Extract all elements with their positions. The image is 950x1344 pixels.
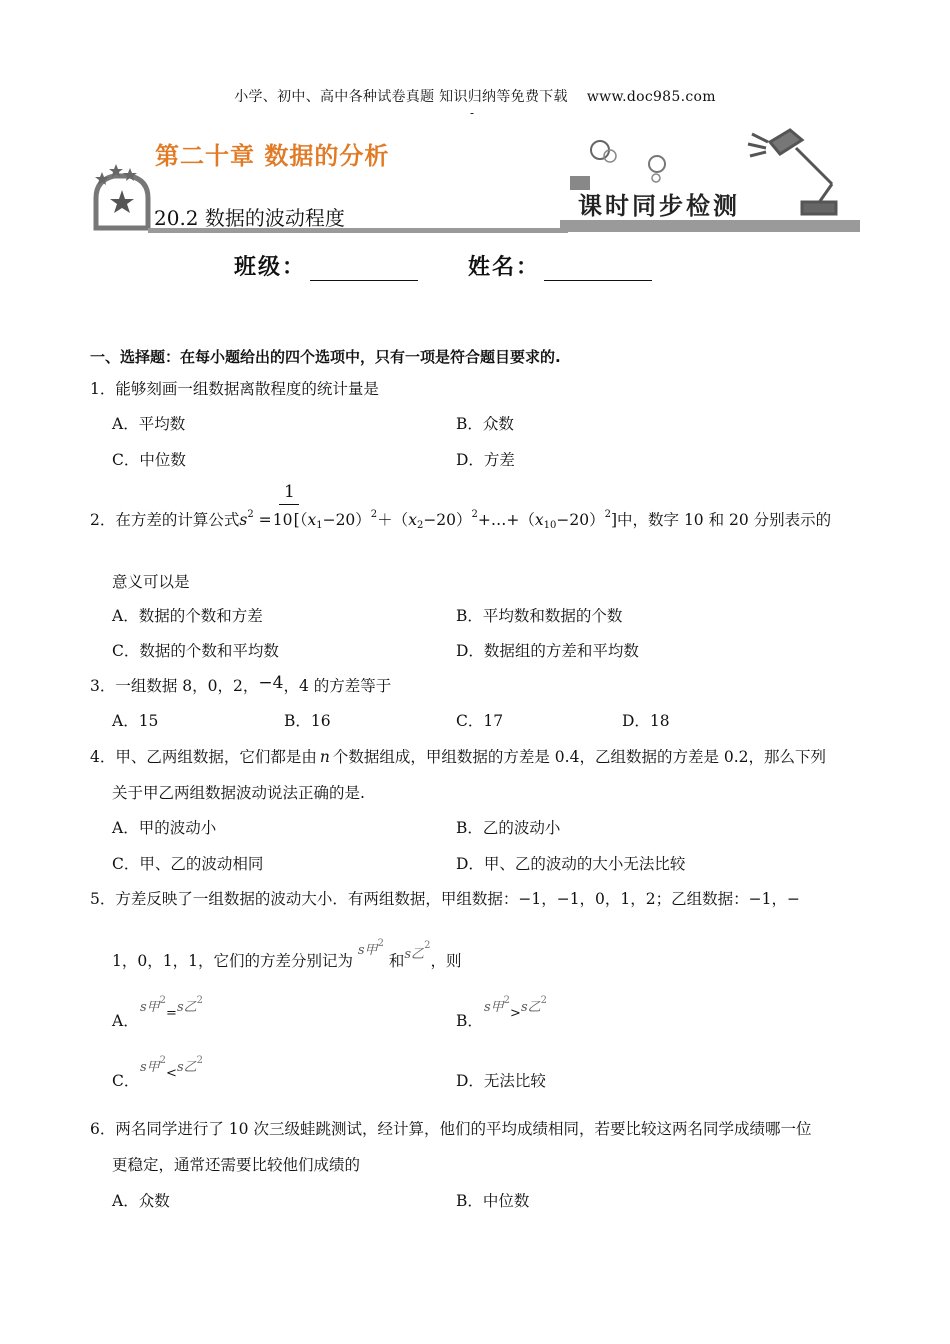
q1-option-d: D．方差	[456, 451, 515, 469]
q5-option-b-expr	[484, 995, 547, 1021]
q2-option-d: D．数据组的方差和平均数	[456, 642, 639, 660]
q3-option-d: D．18	[622, 712, 670, 730]
q5-option-b-label: B．	[456, 1012, 483, 1030]
name-blank[interactable]	[544, 260, 652, 281]
q5-s-jia: s甲	[357, 943, 378, 958]
q5c-sup2: 2	[196, 1055, 203, 1066]
q1-stem: 1．能够刻画一组数据离散程度的统计量是	[90, 380, 379, 398]
q6-option-b: B．中位数	[456, 1192, 530, 1210]
q3-stem	[90, 675, 391, 697]
name-field[interactable]	[468, 250, 652, 281]
q5-line2a: 1，0，1，1，它们的方差分别记为	[112, 952, 353, 970]
q2-sup: 2	[247, 509, 254, 520]
class-field[interactable]	[234, 250, 418, 281]
star-logo-icon	[95, 164, 148, 228]
site-header: 小学、初中、高中各种试卷真题 知识归纳等免费下载 www.doc985.com	[234, 89, 716, 105]
header-dash: -	[470, 106, 475, 120]
q2-stem: 2．在方差的计算公式$s^2$ $=10[(x1-20)^2+(x2-20)^2+\dots+(x10-20)^2]$中，数字 10 和 20 分别表示的	[90, 509, 832, 531]
q6-line2: 更稳定，通常还需要比较他们成绩的	[112, 1156, 361, 1174]
q5-option-a-label: A．	[112, 1012, 139, 1030]
q3-option-c: C．17	[456, 712, 504, 730]
q2-fraction-numerator: 1	[284, 482, 295, 502]
q5-option-c-expr	[140, 1055, 203, 1081]
q2-option-a: A．数据的个数和方差	[112, 607, 263, 625]
q2-denominator: 10	[272, 511, 293, 529]
q5-sup-jia: 2	[377, 938, 384, 949]
q5-line2b: 和	[388, 952, 405, 970]
q5b-s-yi: s乙	[520, 1000, 541, 1015]
chapter-title: 第二十章 数据的分析	[155, 142, 390, 170]
q4-option-a: A．甲的波动小	[112, 819, 217, 837]
banner-title: 课时同步检测	[578, 191, 740, 220]
q5-line2	[112, 938, 462, 975]
q2-option-b: B．平均数和数据的个数	[456, 607, 623, 625]
q6-line1: 6．两名同学进行了 10 次三级蛙跳测试，经计算，他们的平均成绩相同，若要比较这两名同学成绩哪一位	[90, 1120, 812, 1138]
class-label: 班级：	[234, 254, 307, 280]
q4-option-d: D．甲、乙的波动的大小无法比较	[456, 855, 686, 873]
q4-line1	[90, 746, 826, 768]
q4-line1a: 4．甲、乙两组数据，它们都是由	[90, 748, 317, 766]
q2-option-c: C．数据的个数和平均数	[112, 642, 279, 660]
q1-option-b: B．众数	[456, 415, 514, 433]
q5c-s-jia: s甲	[140, 1060, 160, 1075]
q5c-sup1: 2	[159, 1055, 167, 1066]
q3-stem-a: 3．一组数据 8，0，2，	[90, 677, 259, 695]
q5b-sup1: 2	[503, 995, 511, 1006]
q5-line1: 5．方差反映了一组数据的波动大小．有两组数据，甲组数据：−1，−1，0，1，2；乙组数据：−1，−	[90, 890, 800, 908]
q5c-s-yi: s乙	[176, 1060, 197, 1075]
q1-option-a: A．平均数	[112, 415, 186, 433]
q4-n: n	[319, 748, 330, 766]
section-title: 20.2 数据的波动程度	[154, 206, 345, 230]
q5-s-yi: s乙	[404, 947, 425, 962]
q5-option-a-expr	[140, 995, 203, 1021]
q4-line1b: 个数据组成，甲组数据的方差是 0.4，乙组数据的方差是 0.2，那么下列	[332, 748, 827, 766]
q5a-s-yi: s乙	[176, 1000, 197, 1015]
q4-option-c: C．甲、乙的波动相同	[112, 855, 264, 873]
q5a-eq: =	[166, 1006, 177, 1021]
q5a-sup2: 2	[196, 995, 203, 1006]
q2-suffix: ]中，数字 10 和 20 分别表示的	[610, 511, 832, 529]
name-label: 姓名：	[468, 254, 541, 280]
q2-prefix: 2．在方差的计算公式	[90, 511, 240, 529]
q5a-s-jia: s甲	[140, 1000, 160, 1015]
q5b-s-jia: s甲	[484, 1000, 504, 1015]
q5-line2c: ，则	[430, 952, 462, 970]
q3-stem-b: ，4 的方差等于	[283, 677, 392, 695]
q4-line2: 关于甲乙两组数据波动说法正确的是.	[112, 784, 365, 802]
q5-option-c-label: C．	[112, 1072, 140, 1090]
q5a-sup1: 2	[159, 995, 167, 1006]
q2-line2: 意义可以是	[112, 573, 190, 591]
q6-option-a: A．众数	[112, 1192, 170, 1210]
q5-sup-yi: 2	[424, 940, 431, 951]
q5c-lt: <	[166, 1066, 177, 1081]
q3-option-a: A．15	[112, 712, 159, 730]
q2-fraction-bar	[279, 504, 299, 505]
q1-option-c: C．中位数	[112, 451, 186, 469]
class-blank[interactable]	[310, 260, 418, 281]
q5-option-d: D．无法比较	[456, 1072, 546, 1090]
q5b-gt: >	[510, 1006, 521, 1021]
q5b-sup2: 2	[540, 995, 547, 1006]
q2-s: s	[239, 511, 248, 529]
q4-option-b: B．乙的波动小	[456, 819, 561, 837]
q3-option-b: B．16	[284, 712, 331, 730]
q3-neg4: −4	[258, 673, 284, 693]
section-heading: 一、选择题：在每小题给出的四个选项中，只有一项是符合题目要求的.	[90, 348, 561, 366]
